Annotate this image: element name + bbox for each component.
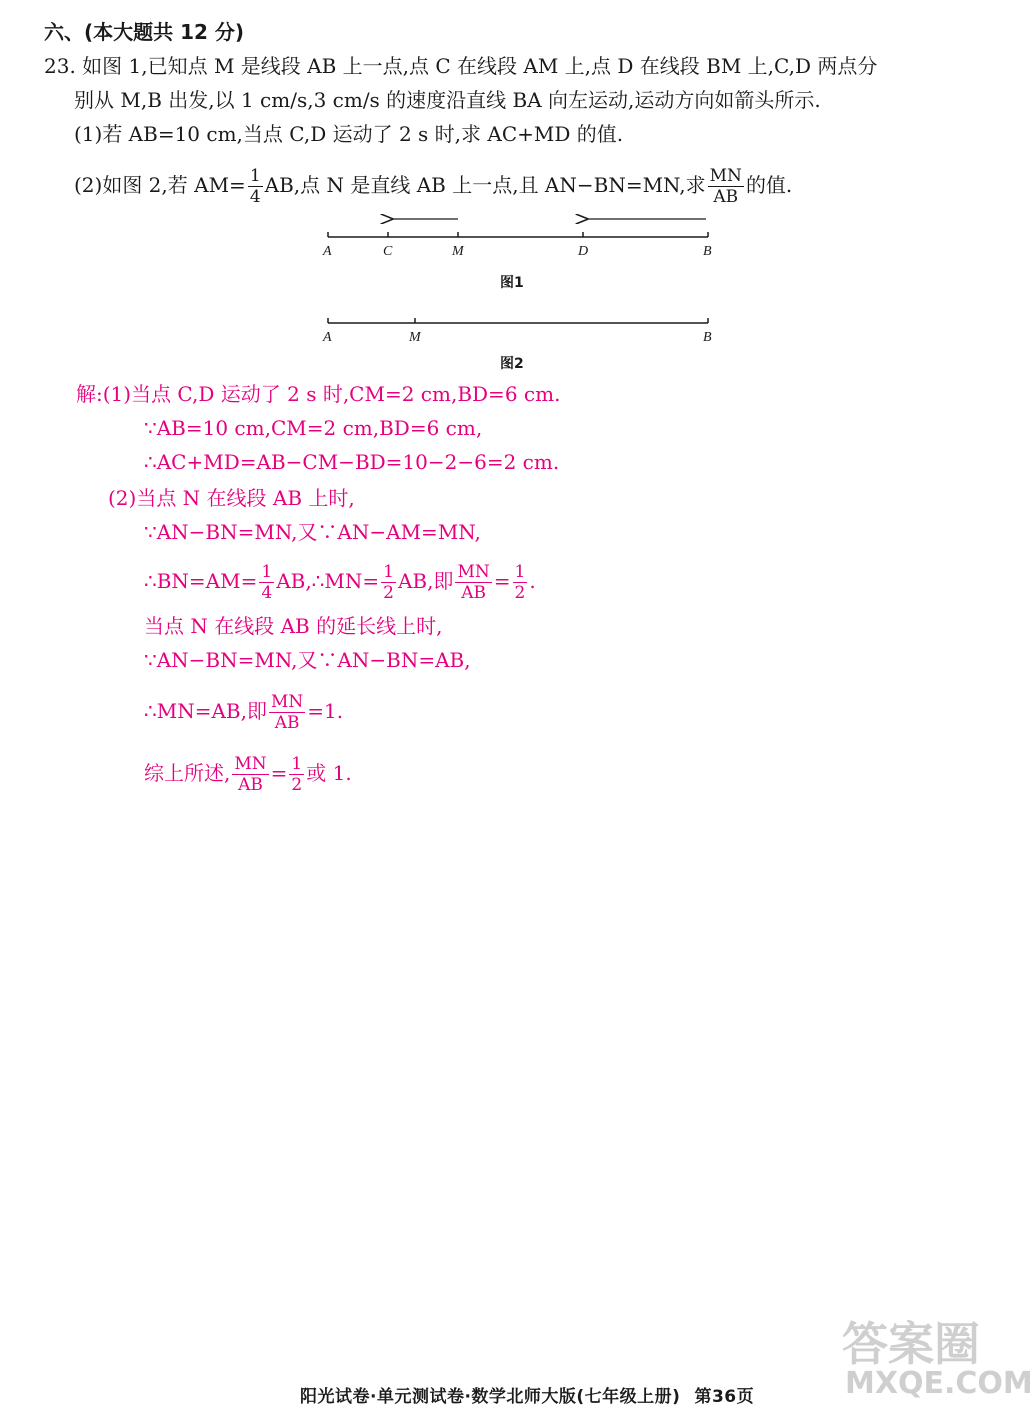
fraction-mn-over-ab: $\frac{MN}{AB}$: [709, 166, 742, 207]
fig2-label-b: B: [703, 330, 712, 345]
fraction-mn-ab-3: $\frac{MN}{AB}$: [234, 754, 267, 795]
solution-line-9: ∴MN=AB,即 $\frac{MN}{AB}$ =1.: [144, 692, 344, 733]
watermark-url: MXQE.COM: [845, 1366, 1033, 1401]
fraction-mn-ab: $\frac{MN}{AB}$: [457, 562, 490, 603]
figure-1-diagram: [328, 219, 708, 237]
fig1-label-m: M: [452, 244, 464, 259]
solution-line-5: ∵AN−BN=MN,又∵AN−AM=MN,: [144, 520, 481, 544]
footer-book-title: 阳光试卷·单元测试卷·数学北师大版(七年级上册): [300, 1387, 681, 1407]
fraction-1-2-final: $\frac{1}{2}$: [291, 754, 303, 795]
solution-conclusion: 综上所述, $\frac{MN}{AB}$ = $\frac{1}{2}$ 或 1.: [144, 754, 352, 795]
problem-line-1: 23. 如图 1,已知点 M 是线段 AB 上一点,点 C 在线段 AM 上,点 D 在线段 BM 上,C,D 两点分: [44, 54, 878, 78]
figures-svg: [0, 0, 1000, 400]
solution-line-4: (2)当点 N 在线段 AB 上时,: [108, 486, 355, 510]
solution-line-3: ∴AC+MD=AB−CM−BD=10−2−6=2 cm.: [144, 450, 560, 474]
fraction-1-2-result: $\frac{1}{2}$: [514, 562, 526, 603]
figure-1-caption: 图1: [500, 275, 524, 291]
solution-line-2: ∵AB=10 cm,CM=2 cm,BD=6 cm,: [144, 416, 483, 440]
figure-2-diagram: [328, 318, 708, 323]
problem-part-1: (1)若 AB=10 cm,当点 C,D 运动了 2 s 时,求 AC+MD 的值.: [74, 122, 624, 146]
solution-line-1: 解:(1)当点 C,D 运动了 2 s 时,CM=2 cm,BD=6 cm.: [76, 382, 561, 406]
fraction-mn-ab-2: $\frac{MN}{AB}$: [270, 692, 304, 733]
fig1-label-a: A: [323, 244, 332, 259]
fig2-label-m: M: [409, 330, 421, 345]
fraction-1-4: $\frac{1}{4}$: [261, 562, 273, 603]
problem-part-2: (2)如图 2,若 AM= $\frac{1}{4}$ AB,点 N 是直线 AB 上一点,且 AN−BN=MN,求 $\frac{MN}{AB}$ 的值.: [74, 166, 793, 207]
solution-line-7: 当点 N 在线段 AB 的延长线上时,: [144, 614, 443, 638]
solution-line-8: ∵AN−BN=MN,又∵AN−BN=AB,: [144, 648, 471, 672]
section-heading: 六、(本大题共 12 分): [44, 20, 245, 44]
footer-page-number: 第36页: [694, 1387, 755, 1407]
problem-line-2: 别从 M,B 出发,以 1 cm/s,3 cm/s 的速度沿直线 BA 向左运动,运动方向如箭头所示.: [74, 88, 821, 112]
fraction-one-quarter: $\frac{1}{4}$: [249, 166, 261, 207]
watermark-logo: 答案圈: [842, 1317, 980, 1371]
fig2-label-a: A: [323, 330, 332, 345]
solution-line-6: ∴BN=AM= $\frac{1}{4}$ AB,∴MN= $\frac{1}{2}$ AB,即 $\frac{MN}{AB}$ = $\frac{1}{2}$ .: [144, 562, 536, 603]
fig1-label-d: D: [578, 244, 589, 259]
figure-2-caption: 图2: [500, 356, 524, 372]
fig1-label-c: C: [383, 244, 393, 259]
fig1-label-b: B: [703, 244, 712, 259]
page-footer: [300, 1382, 754, 1407]
fraction-1-2: $\frac{1}{2}$: [383, 562, 394, 603]
